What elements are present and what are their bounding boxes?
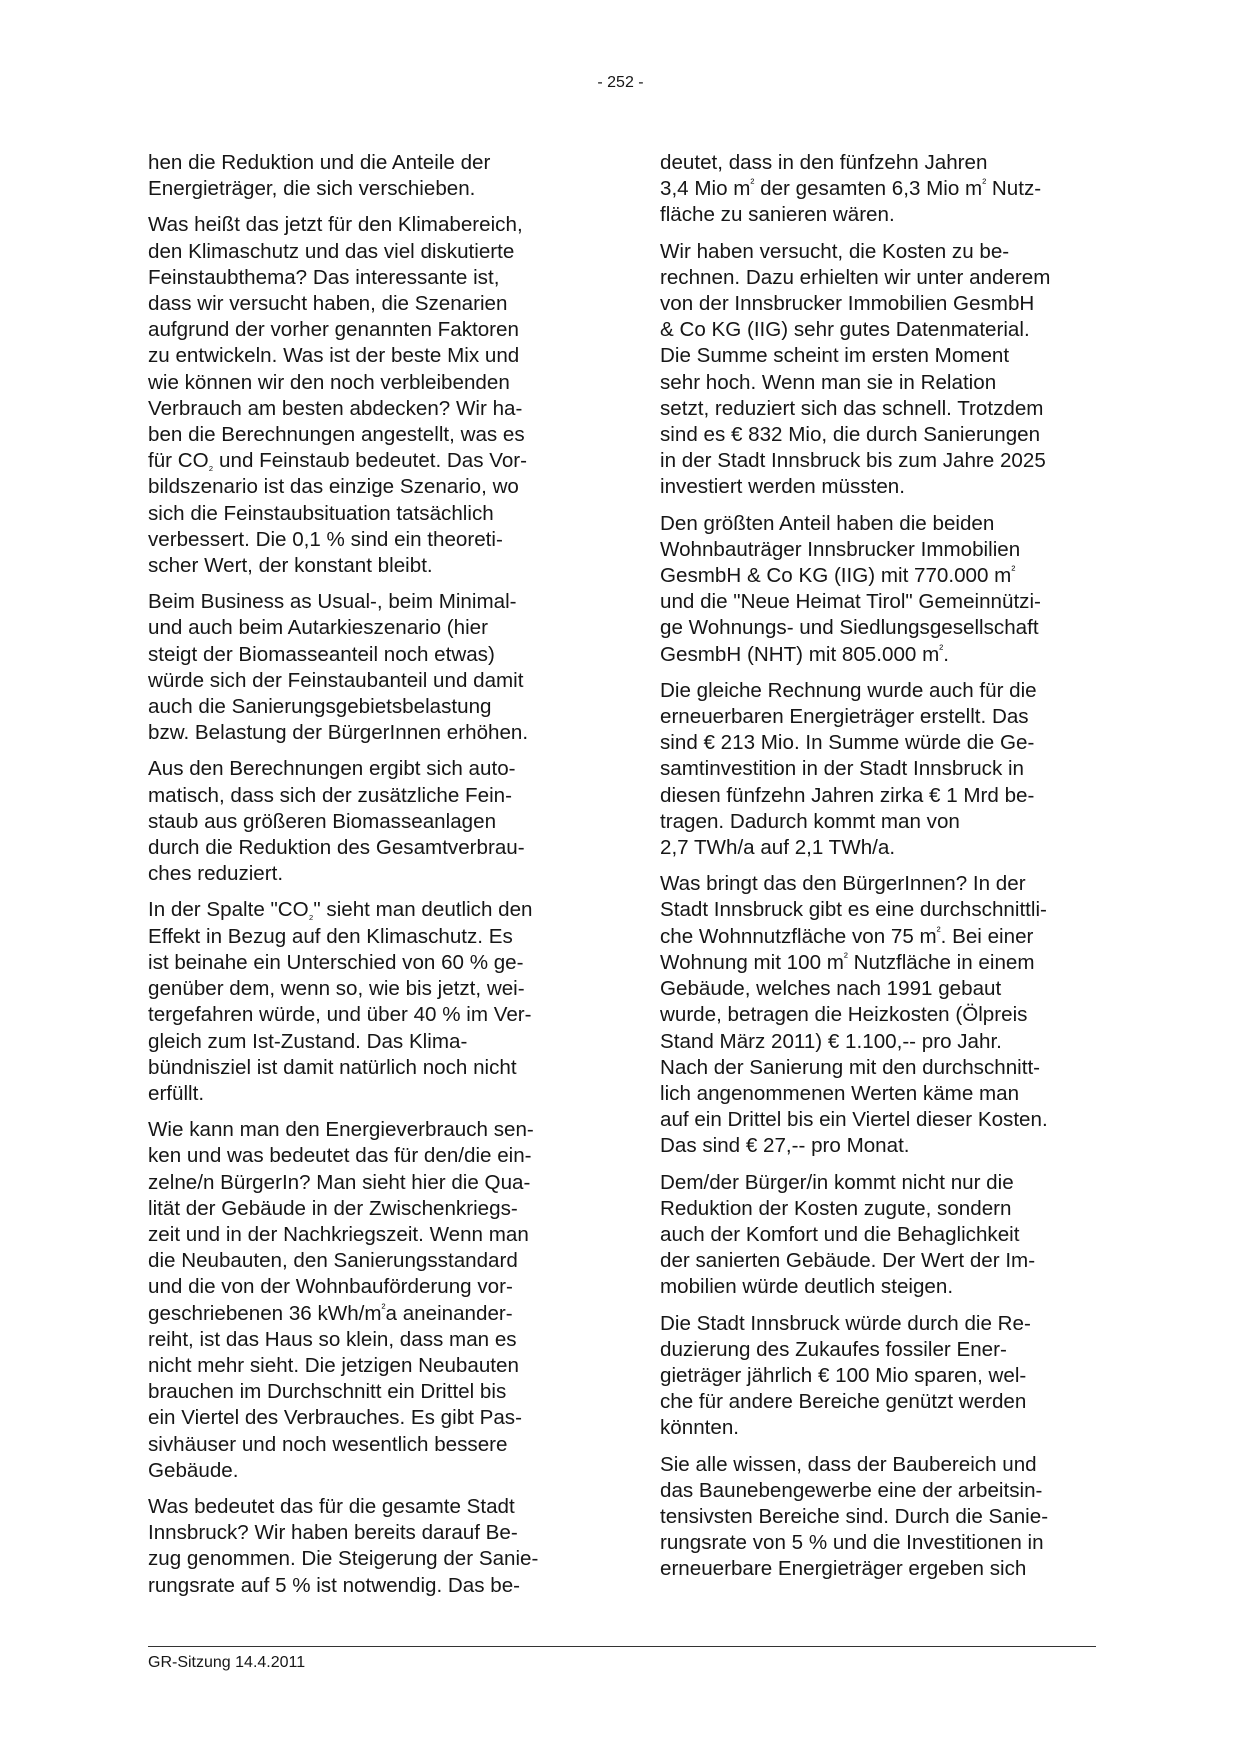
paragraph bbox=[148, 150, 590, 202]
text-line: Wohnung mit 100 $m^{^2}$ Nutzfläche in einem bbox=[660, 949, 1035, 974]
text-line: ist beinahe ein Unterschied von 60 % ge- bbox=[148, 950, 524, 974]
text-line: che für andere Bereiche genützt werden bbox=[660, 1390, 1027, 1414]
page-number: - 252 - bbox=[597, 74, 644, 91]
text-line: genüber dem, wenn so, wie bis jetzt, wei- bbox=[148, 977, 525, 1001]
text-line: tergefahren würde, und über 40 % im Ver- bbox=[148, 1003, 532, 1027]
text-line: brauchen im Durchschnitt ein Drittel bis bbox=[148, 1380, 507, 1404]
text-line: Feinstaubthema? Das interessante ist, bbox=[148, 265, 500, 289]
text-line: Was bedeutet das für die gesamte Stadt bbox=[148, 1494, 515, 1518]
text-line: lität der Gebäude in der Zwischenkriegs- bbox=[148, 1196, 518, 1220]
text-line: Was heißt das jetzt für den Klimabereich, bbox=[148, 213, 523, 237]
paragraph bbox=[148, 1117, 590, 1484]
text-line: aufgrund der vorher genannten Faktoren bbox=[148, 318, 519, 342]
text-line: und die "Neue Heimat Tirol" Gemeinnützi- bbox=[660, 590, 1041, 614]
text-line: die Neubauten, den Sanierungsstandard bbox=[148, 1249, 518, 1273]
text-line: erfüllt. bbox=[148, 1081, 205, 1105]
text-line: ein Viertel des Verbrauches. Es gibt Pas- bbox=[148, 1406, 522, 1430]
text-line: der sanierten Gebäude. Der Wert der Im- bbox=[660, 1249, 1036, 1273]
text-line: Wie kann man den Energieverbrauch sen- bbox=[148, 1118, 534, 1142]
text-line: Innsbruck? Wir haben bereits darauf Be- bbox=[148, 1521, 518, 1545]
text-line: und die von der Wohnbauförderung vor- bbox=[148, 1275, 513, 1299]
text-line: Aus den Berechnungen ergibt sich auto- bbox=[148, 757, 516, 781]
text-line: scher Wert, der konstant bleibt. bbox=[148, 554, 433, 578]
text-line: von der Innsbrucker Immobilien GesmbH bbox=[660, 292, 1035, 316]
text-line: für $CO_{_2}$ und Feinstaub bedeutet. Das Vor- bbox=[148, 449, 528, 474]
text-line: hen die Reduktion und die Anteile der bbox=[148, 151, 491, 174]
text-line: ge Wohnungs- und Siedlungsgesellschaft bbox=[660, 616, 1039, 640]
text-line: Reduktion der Kosten zugute, sondern bbox=[660, 1196, 1012, 1220]
footer-session-date: GR-Sitzung 14.4.2011 bbox=[148, 1654, 306, 1671]
text-line: wurde, betragen die Heizkosten (Ölpreis bbox=[660, 1003, 1028, 1027]
text-line: Beim Business as Usual-, beim Minimal- bbox=[148, 590, 517, 614]
text-line: geschriebenen 36 kWh/$m^{^2}a$ aneinander- bbox=[148, 1300, 513, 1325]
text-line: bündnisziel ist damit natürlich noch nicht bbox=[148, 1055, 517, 1079]
text-line: durch die Reduktion des Gesamtverbrau- bbox=[148, 836, 525, 860]
text-line: erneuerbaren Energieträger erstellt. Das bbox=[660, 705, 1029, 729]
text-line: diesen fünfzehn Jahren zirka € 1 Mrd be- bbox=[660, 783, 1035, 807]
text-line: ken und was bedeutet das für den/die ein- bbox=[148, 1144, 532, 1168]
text-line: matisch, dass sich der zusätzliche Fein- bbox=[148, 783, 512, 807]
footer-divider bbox=[148, 1646, 1096, 1647]
text-line: setzt, reduziert sich das schnell. Trotzdem bbox=[660, 396, 1044, 420]
text-line: sich die Feinstaubsituation tatsächlich bbox=[148, 501, 494, 525]
text-line: In der Spalte "$CO_{_2}$" sieht man deutlich den bbox=[148, 898, 533, 923]
paragraph bbox=[148, 756, 590, 887]
text-line: könnten. bbox=[660, 1416, 740, 1440]
paragraph bbox=[148, 1494, 590, 1599]
text-line: erneuerbare Energieträger ergeben sich bbox=[660, 1557, 1027, 1581]
text-line: GesmbH (NHT) mit 805.000 $m^{^2}$. bbox=[660, 641, 949, 666]
paragraph bbox=[660, 678, 1102, 861]
text-line: staub aus größeren Biomasseanlagen bbox=[148, 809, 497, 833]
text-line: in der Stadt Innsbruck bis zum Jahre 2025 bbox=[660, 449, 1046, 473]
text-line: sehr hoch. Wenn man sie in Relation bbox=[660, 370, 997, 394]
text-line: zu entwickeln. Was ist der beste Mix und bbox=[148, 344, 520, 368]
paragraph bbox=[148, 212, 590, 579]
text-line: Das sind € 27,-- pro Monat. bbox=[660, 1134, 910, 1158]
text-line: tragen. Dadurch kommt man von bbox=[660, 809, 960, 833]
text-line: nicht mehr sieht. Die jetzigen Neubauten bbox=[148, 1353, 519, 1377]
text-line: Stand März 2011) € 1.100,-- pro Jahr. bbox=[660, 1029, 1002, 1053]
text-line: Was bringt das den BürgerInnen? In der bbox=[660, 872, 1026, 896]
text-line: Sie alle wissen, dass der Baubereich und bbox=[660, 1452, 1037, 1476]
text-line: Energieträger, die sich verschieben. bbox=[148, 177, 476, 201]
text-line: rungsrate von 5 % und die Investitionen in bbox=[660, 1531, 1044, 1555]
text-line: lich angenommenen Werten käme man bbox=[660, 1081, 1020, 1105]
text-line: 3,4 Mio $m^{^2}$ der gesamten 6,3 Mio $m^{^2}$ Nutz- bbox=[660, 176, 1042, 201]
text-line: Die gleiche Rechnung wurde auch für die bbox=[660, 678, 1037, 702]
text-line: Gebäude, welches nach 1991 gebaut bbox=[660, 977, 1002, 1001]
text-line: fläche zu sanieren wären. bbox=[660, 203, 895, 227]
text-line: auch die Sanierungsgebietsbelastung bbox=[148, 695, 492, 719]
text-line: sind es € 832 Mio, die durch Sanierungen bbox=[660, 423, 1041, 447]
text-line: auf ein Drittel bis ein Viertel dieser Kosten. bbox=[660, 1108, 1048, 1132]
text-line: che Wohnnutzfläche von 75 $m^{^2}$. Bei einer bbox=[660, 923, 1034, 948]
text-line: Nach der Sanierung mit den durchschnitt- bbox=[660, 1055, 1041, 1079]
text-line: Dem/der Bürger/in kommt nicht nur die bbox=[660, 1170, 1014, 1194]
text-line: sind € 213 Mio. In Summe würde die Ge- bbox=[660, 731, 1035, 755]
text-line: ches reduziert. bbox=[148, 862, 284, 886]
text-line: zug genommen. Die Steigerung der Sanie- bbox=[148, 1547, 539, 1571]
text-line: bzw. Belastung der BürgerInnen erhöhen. bbox=[148, 721, 529, 745]
text-line: dass wir versucht haben, die Szenarien bbox=[148, 292, 508, 316]
text-line: rechnen. Dazu erhielten wir unter anderem bbox=[660, 265, 1051, 289]
paragraph bbox=[660, 1170, 1102, 1301]
text-line: würde sich der Feinstaubanteil und damit bbox=[148, 668, 524, 692]
text-line: duzierung des Zukaufes fossiler Ener- bbox=[660, 1337, 1007, 1361]
text-line: samtinvestition in der Stadt Innsbruck in bbox=[660, 757, 1025, 781]
text-line: verbessert. Die 0,1 % sind ein theoreti- bbox=[148, 527, 503, 551]
text-line: sivhäuser und noch wesentlich bessere bbox=[148, 1432, 508, 1456]
text-line: Die Summe scheint im ersten Moment bbox=[660, 344, 1010, 368]
text-line: deutet, dass in den fünfzehn Jahren bbox=[660, 151, 988, 174]
text-line: Die Stadt Innsbruck würde durch die Re- bbox=[660, 1311, 1031, 1335]
text-line: Gebäude. bbox=[148, 1458, 239, 1482]
left-column bbox=[148, 150, 590, 1609]
paragraph bbox=[148, 897, 590, 1107]
text-line: bildszenario ist das einzige Szenario, wo bbox=[148, 475, 519, 499]
paragraph bbox=[660, 871, 1102, 1159]
text-line: und auch beim Autarkieszenario (hier bbox=[148, 616, 488, 640]
text-line: gleich zum Ist-Zustand. Das Klima- bbox=[148, 1029, 468, 1053]
text-line: auch der Komfort und die Behaglichkeit bbox=[660, 1222, 1020, 1246]
text-line: das Baunebengewerbe eine der arbeitsin- bbox=[660, 1478, 1043, 1502]
paragraph bbox=[660, 150, 1102, 229]
text-line: rungsrate auf 5 % ist notwendig. Das be- bbox=[148, 1573, 521, 1597]
text-line: Den größten Anteil haben die beiden bbox=[660, 511, 995, 535]
text-line: tensivsten Bereiche sind. Durch die Sanie- bbox=[660, 1504, 1049, 1528]
text-line: gieträger jährlich € 100 Mio sparen, wel- bbox=[660, 1363, 1027, 1387]
text-line: zelne/n BürgerIn? Man sieht hier die Qua- bbox=[148, 1170, 531, 1194]
text-line: Verbrauch am besten abdecken? Wir ha- bbox=[148, 396, 523, 420]
text-line: GesmbH & Co KG (IIG) mit 770.000 $m^{^2}$ bbox=[660, 563, 1016, 588]
paragraph bbox=[660, 1311, 1102, 1442]
text-line: wie können wir den noch verbleibenden bbox=[148, 370, 510, 394]
paragraph bbox=[660, 511, 1102, 668]
text-line: & Co KG (IIG) sehr gutes Datenmaterial. bbox=[660, 318, 1030, 342]
text-line: Wir haben versucht, die Kosten zu be- bbox=[660, 239, 1010, 263]
text-line: 2,7 TWh/a auf 2,1 TWh/a. bbox=[660, 836, 896, 860]
text-line: mobilien würde deutlich steigen. bbox=[660, 1275, 954, 1299]
text-line: zeit und in der Nachkriegszeit. Wenn man bbox=[148, 1222, 529, 1246]
text-line: reiht, ist das Haus so klein, dass man es bbox=[148, 1327, 517, 1351]
text-line: investiert werden müssten. bbox=[660, 475, 905, 499]
paragraph bbox=[660, 239, 1102, 501]
text-line: Stadt Innsbruck gibt es eine durchschnittli- bbox=[660, 898, 1047, 922]
text-line: Wohnbauträger Innsbrucker Immobilien bbox=[660, 537, 1021, 561]
right-column bbox=[660, 150, 1102, 1593]
text-line: Effekt in Bezug auf den Klimaschutz. Es bbox=[148, 924, 513, 948]
paragraph bbox=[660, 1452, 1102, 1583]
paragraph bbox=[148, 589, 590, 746]
text-line: steigt der Biomasseanteil noch etwas) bbox=[148, 642, 495, 666]
text-line: den Klimaschutz und das viel diskutierte bbox=[148, 239, 515, 263]
text-line: ben die Berechnungen angestellt, was es bbox=[148, 423, 525, 447]
